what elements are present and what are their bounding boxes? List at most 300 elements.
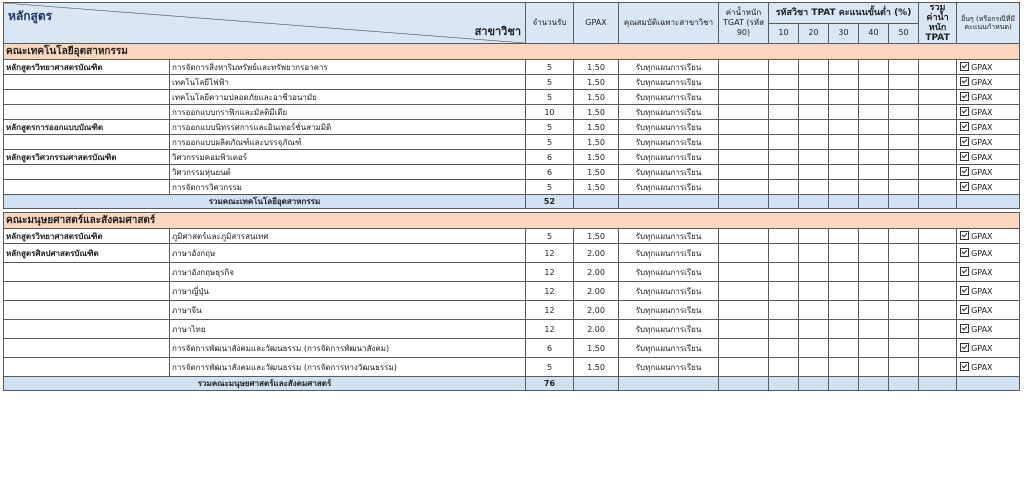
qualification-cell: รับทุกแผนการเรียน bbox=[619, 75, 719, 90]
empty-cell bbox=[859, 150, 889, 165]
empty-cell bbox=[859, 120, 889, 135]
admission-table bbox=[3, 2, 1020, 391]
other-label: GPAX bbox=[971, 249, 993, 258]
empty-cell bbox=[769, 244, 799, 263]
empty-cell bbox=[859, 320, 889, 339]
header-program-major bbox=[4, 3, 526, 44]
program-cell bbox=[4, 263, 170, 282]
empty-cell bbox=[719, 244, 769, 263]
header-tpat-code: 50 bbox=[889, 23, 919, 44]
program-cell bbox=[4, 135, 170, 150]
gpax-cell: 1.50 bbox=[574, 150, 619, 165]
major-cell: ภาษาไทย bbox=[170, 320, 526, 339]
empty-cell bbox=[919, 195, 957, 209]
program-cell: หลักสูตรวิทยาศาสตรบัณฑิต bbox=[4, 229, 170, 244]
other-cell bbox=[957, 75, 1020, 90]
empty-cell bbox=[829, 75, 859, 90]
gpax-cell: 1.50 bbox=[574, 135, 619, 150]
empty-cell bbox=[919, 90, 957, 105]
empty-cell bbox=[719, 120, 769, 135]
qualification-cell: รับทุกแผนการเรียน bbox=[619, 229, 719, 244]
table-row bbox=[4, 135, 1020, 150]
empty-cell bbox=[799, 195, 829, 209]
program-cell bbox=[4, 301, 170, 320]
empty-cell bbox=[769, 339, 799, 358]
gpax-cell: 1.50 bbox=[574, 75, 619, 90]
empty-cell bbox=[889, 358, 919, 377]
table-row bbox=[4, 339, 1020, 358]
empty-cell bbox=[919, 229, 957, 244]
qualification-cell: รับทุกแผนการเรียน bbox=[619, 180, 719, 195]
other-cell bbox=[957, 165, 1020, 180]
empty-cell bbox=[919, 301, 957, 320]
empty-cell bbox=[919, 339, 957, 358]
checkbox-checked-icon bbox=[960, 152, 969, 161]
empty-cell bbox=[829, 320, 859, 339]
program-cell: หลักสูตรวิศวกรรมศาสตรบัณฑิต bbox=[4, 150, 170, 165]
empty-cell bbox=[919, 60, 957, 75]
empty-cell bbox=[719, 180, 769, 195]
program-cell bbox=[4, 358, 170, 377]
header-tgat-weight: ค่าน้ำหนัก TGAT (รหัส 90) bbox=[719, 3, 769, 44]
empty-cell bbox=[889, 339, 919, 358]
seats-cell: 5 bbox=[526, 135, 574, 150]
gpax-cell: 2.00 bbox=[574, 263, 619, 282]
empty-cell bbox=[829, 282, 859, 301]
seats-cell: 6 bbox=[526, 150, 574, 165]
empty-cell bbox=[859, 180, 889, 195]
empty-cell bbox=[719, 320, 769, 339]
empty-cell bbox=[859, 75, 889, 90]
qualification-cell: รับทุกแผนการเรียน bbox=[619, 339, 719, 358]
empty-cell bbox=[799, 165, 829, 180]
faculty-row bbox=[4, 213, 1020, 229]
qualification-cell: รับทุกแผนการเรียน bbox=[619, 358, 719, 377]
empty-cell bbox=[799, 180, 829, 195]
header-major: สาขาวิชา bbox=[474, 25, 521, 38]
seats-cell: 12 bbox=[526, 244, 574, 263]
empty-cell bbox=[719, 301, 769, 320]
empty-cell bbox=[769, 195, 799, 209]
program-cell: หลักสูตรการออกแบบบัณฑิต bbox=[4, 120, 170, 135]
other-cell bbox=[957, 301, 1020, 320]
empty-cell bbox=[829, 180, 859, 195]
seats-cell: 6 bbox=[526, 339, 574, 358]
header-tpat-code: 40 bbox=[859, 23, 889, 44]
empty-cell bbox=[889, 301, 919, 320]
checkbox-checked-icon bbox=[960, 92, 969, 101]
empty-cell bbox=[769, 320, 799, 339]
empty-cell bbox=[859, 60, 889, 75]
empty-cell bbox=[957, 377, 1020, 391]
empty-cell bbox=[829, 135, 859, 150]
other-cell bbox=[957, 90, 1020, 105]
seats-cell: 12 bbox=[526, 301, 574, 320]
empty-cell bbox=[859, 339, 889, 358]
admission-table-sheet bbox=[3, 2, 1020, 391]
empty-cell bbox=[769, 165, 799, 180]
other-label: GPAX bbox=[971, 325, 993, 334]
other-cell bbox=[957, 282, 1020, 301]
gpax-cell: 1.50 bbox=[574, 165, 619, 180]
gpax-cell: 1.50 bbox=[574, 229, 619, 244]
empty-cell bbox=[619, 377, 719, 391]
empty-cell bbox=[799, 90, 829, 105]
major-cell: การจัดการวิศวกรรม bbox=[170, 180, 526, 195]
empty-cell bbox=[769, 358, 799, 377]
qualification-cell: รับทุกแผนการเรียน bbox=[619, 135, 719, 150]
program-cell bbox=[4, 339, 170, 358]
empty-cell bbox=[719, 150, 769, 165]
empty-cell bbox=[919, 165, 957, 180]
seats-cell: 5 bbox=[526, 180, 574, 195]
seats-cell: 10 bbox=[526, 105, 574, 120]
gpax-cell: 1.50 bbox=[574, 120, 619, 135]
other-label: GPAX bbox=[971, 93, 993, 102]
empty-cell bbox=[719, 165, 769, 180]
qualification-cell: รับทุกแผนการเรียน bbox=[619, 263, 719, 282]
empty-cell bbox=[719, 229, 769, 244]
program-cell: หลักสูตรวิทยาศาสตรบัณฑิต bbox=[4, 60, 170, 75]
empty-cell bbox=[799, 244, 829, 263]
empty-cell bbox=[829, 229, 859, 244]
empty-cell bbox=[889, 120, 919, 135]
other-cell bbox=[957, 60, 1020, 75]
seats-cell: 12 bbox=[526, 263, 574, 282]
empty-cell bbox=[719, 377, 769, 391]
other-cell bbox=[957, 244, 1020, 263]
other-cell bbox=[957, 150, 1020, 165]
other-label: GPAX bbox=[971, 63, 993, 72]
other-label: GPAX bbox=[971, 153, 993, 162]
empty-cell bbox=[859, 229, 889, 244]
empty-cell bbox=[769, 263, 799, 282]
program-cell bbox=[4, 75, 170, 90]
major-cell: การจัดการพัฒนาสังคมและวัฒนธรรม (การจัดการพัฒนาสังคม) bbox=[170, 339, 526, 358]
empty-cell bbox=[829, 244, 859, 263]
empty-cell bbox=[719, 263, 769, 282]
empty-cell bbox=[829, 90, 859, 105]
empty-cell bbox=[859, 165, 889, 180]
gpax-cell: 1.50 bbox=[574, 339, 619, 358]
other-cell bbox=[957, 120, 1020, 135]
empty-cell bbox=[769, 282, 799, 301]
gpax-cell: 1.50 bbox=[574, 105, 619, 120]
seats-cell: 5 bbox=[526, 229, 574, 244]
faculty-name: คณะเทคโนโลยีอุตสาหกรรม bbox=[4, 44, 1020, 60]
empty-cell bbox=[919, 263, 957, 282]
other-label: GPAX bbox=[971, 123, 993, 132]
empty-cell bbox=[619, 195, 719, 209]
empty-cell bbox=[829, 150, 859, 165]
empty-cell bbox=[799, 282, 829, 301]
empty-cell bbox=[719, 60, 769, 75]
checkbox-checked-icon bbox=[960, 343, 969, 352]
major-cell: การจัดการพัฒนาสังคมและวัฒนธรรม (การจัดการทางวัฒนธรรม) bbox=[170, 358, 526, 377]
gpax-cell: 2.00 bbox=[574, 282, 619, 301]
other-label: GPAX bbox=[971, 363, 993, 372]
seats-cell: 5 bbox=[526, 120, 574, 135]
other-cell bbox=[957, 180, 1020, 195]
empty-cell bbox=[829, 339, 859, 358]
empty-cell bbox=[829, 165, 859, 180]
checkbox-checked-icon bbox=[960, 107, 969, 116]
qualification-cell: รับทุกแผนการเรียน bbox=[619, 150, 719, 165]
empty-cell bbox=[919, 75, 957, 90]
empty-cell bbox=[859, 195, 889, 209]
empty-cell bbox=[769, 180, 799, 195]
major-cell: วิศวกรรมคอมพิวเตอร์ bbox=[170, 150, 526, 165]
empty-cell bbox=[889, 90, 919, 105]
empty-cell bbox=[919, 358, 957, 377]
empty-cell bbox=[769, 105, 799, 120]
empty-cell bbox=[889, 105, 919, 120]
program-cell bbox=[4, 180, 170, 195]
other-cell bbox=[957, 105, 1020, 120]
other-label: GPAX bbox=[971, 108, 993, 117]
table-row bbox=[4, 320, 1020, 339]
empty-cell bbox=[889, 180, 919, 195]
seats-cell: 5 bbox=[526, 358, 574, 377]
empty-cell bbox=[859, 244, 889, 263]
major-cell: ภาษาญี่ปุ่น bbox=[170, 282, 526, 301]
empty-cell bbox=[829, 263, 859, 282]
empty-cell bbox=[829, 377, 859, 391]
empty-cell bbox=[889, 320, 919, 339]
header-tpat-code: 20 bbox=[799, 23, 829, 44]
seats-cell: 6 bbox=[526, 165, 574, 180]
empty-cell bbox=[799, 358, 829, 377]
empty-cell bbox=[889, 282, 919, 301]
checkbox-checked-icon bbox=[960, 362, 969, 371]
empty-cell bbox=[799, 339, 829, 358]
major-cell: วิศวกรรมหุ่นยนต์ bbox=[170, 165, 526, 180]
table-row bbox=[4, 165, 1020, 180]
empty-cell bbox=[859, 377, 889, 391]
qualification-cell: รับทุกแผนการเรียน bbox=[619, 282, 719, 301]
total-seats: 52 bbox=[526, 195, 574, 209]
empty-cell bbox=[889, 244, 919, 263]
total-label: รวมคณะมนุษยศาสตร์และสังคมศาสตร์ bbox=[4, 377, 526, 391]
empty-cell bbox=[889, 150, 919, 165]
gpax-cell: 2.00 bbox=[574, 301, 619, 320]
checkbox-checked-icon bbox=[960, 122, 969, 131]
empty-cell bbox=[769, 60, 799, 75]
table-body bbox=[4, 44, 1020, 391]
major-cell: ภาษาอังกฤษ bbox=[170, 244, 526, 263]
faculty-name: คณะมนุษยศาสตร์และสังคมศาสตร์ bbox=[4, 213, 1020, 229]
table-row bbox=[4, 120, 1020, 135]
major-cell: การออกแบบกราฟิกและมัลติมีเดีย bbox=[170, 105, 526, 120]
checkbox-checked-icon bbox=[960, 182, 969, 191]
program-cell bbox=[4, 90, 170, 105]
other-cell bbox=[957, 263, 1020, 282]
empty-cell bbox=[769, 90, 799, 105]
empty-cell bbox=[799, 120, 829, 135]
empty-cell bbox=[919, 120, 957, 135]
empty-cell bbox=[799, 301, 829, 320]
empty-cell bbox=[889, 165, 919, 180]
empty-cell bbox=[859, 301, 889, 320]
empty-cell bbox=[859, 263, 889, 282]
other-label: GPAX bbox=[971, 232, 993, 241]
empty-cell bbox=[769, 377, 799, 391]
header-tpat-code: 30 bbox=[829, 23, 859, 44]
program-cell bbox=[4, 105, 170, 120]
empty-cell bbox=[919, 320, 957, 339]
seats-cell: 5 bbox=[526, 60, 574, 75]
faculty-row bbox=[4, 44, 1020, 60]
program-cell bbox=[4, 282, 170, 301]
other-label: GPAX bbox=[971, 306, 993, 315]
empty-cell bbox=[889, 195, 919, 209]
faculty-total-row bbox=[4, 377, 1020, 391]
checkbox-checked-icon bbox=[960, 231, 969, 240]
header-other: อื่นๆ (หรือกรณีที่มีคะแนนกำหนด) bbox=[957, 3, 1020, 44]
empty-cell bbox=[859, 90, 889, 105]
empty-cell bbox=[919, 244, 957, 263]
empty-cell bbox=[889, 60, 919, 75]
empty-cell bbox=[919, 377, 957, 391]
gpax-cell: 1.50 bbox=[574, 180, 619, 195]
checkbox-checked-icon bbox=[960, 137, 969, 146]
gpax-cell: 1.50 bbox=[574, 60, 619, 75]
table-row bbox=[4, 60, 1020, 75]
header-tpat-group: รหัสวิชา TPAT คะแนนขั้นต่ำ (%) bbox=[769, 3, 919, 24]
empty-cell bbox=[919, 180, 957, 195]
other-label: GPAX bbox=[971, 183, 993, 192]
qualification-cell: รับทุกแผนการเรียน bbox=[619, 301, 719, 320]
gpax-cell: 1.50 bbox=[574, 90, 619, 105]
checkbox-checked-icon bbox=[960, 77, 969, 86]
empty-cell bbox=[829, 195, 859, 209]
checkbox-checked-icon bbox=[960, 62, 969, 71]
empty-cell bbox=[574, 195, 619, 209]
empty-cell bbox=[719, 105, 769, 120]
header-program: หลักสูตร bbox=[8, 9, 53, 23]
gpax-cell: 2.00 bbox=[574, 320, 619, 339]
empty-cell bbox=[719, 358, 769, 377]
empty-cell bbox=[799, 135, 829, 150]
seats-cell: 5 bbox=[526, 90, 574, 105]
empty-cell bbox=[829, 301, 859, 320]
empty-cell bbox=[799, 320, 829, 339]
empty-cell bbox=[719, 135, 769, 150]
seats-cell: 12 bbox=[526, 282, 574, 301]
header-tpat-code: 10 bbox=[769, 23, 799, 44]
program-cell bbox=[4, 320, 170, 339]
empty-cell bbox=[829, 120, 859, 135]
qualification-cell: รับทุกแผนการเรียน bbox=[619, 165, 719, 180]
qualification-cell: รับทุกแผนการเรียน bbox=[619, 120, 719, 135]
checkbox-checked-icon bbox=[960, 267, 969, 276]
major-cell: ภูมิศาสตร์และภูมิสารสนเทศ bbox=[170, 229, 526, 244]
header-total-weight: รวมค่าน้ำหนัก TPAT bbox=[919, 3, 957, 44]
checkbox-checked-icon bbox=[960, 286, 969, 295]
table-row bbox=[4, 301, 1020, 320]
other-cell bbox=[957, 358, 1020, 377]
empty-cell bbox=[919, 282, 957, 301]
gpax-cell: 1.50 bbox=[574, 358, 619, 377]
table-row bbox=[4, 180, 1020, 195]
total-seats: 76 bbox=[526, 377, 574, 391]
other-label: GPAX bbox=[971, 268, 993, 277]
empty-cell bbox=[799, 150, 829, 165]
table-row bbox=[4, 358, 1020, 377]
major-cell: เทคโนโลยีไฟฟ้า bbox=[170, 75, 526, 90]
qualification-cell: รับทุกแผนการเรียน bbox=[619, 60, 719, 75]
empty-cell bbox=[769, 150, 799, 165]
empty-cell bbox=[859, 358, 889, 377]
checkbox-checked-icon bbox=[960, 305, 969, 314]
table-row bbox=[4, 229, 1020, 244]
other-label: GPAX bbox=[971, 138, 993, 147]
empty-cell bbox=[719, 282, 769, 301]
major-cell: การออกแบบนิทรรศการและอินเทอร์ชั่นสามมิติ bbox=[170, 120, 526, 135]
qualification-cell: รับทุกแผนการเรียน bbox=[619, 90, 719, 105]
other-label: GPAX bbox=[971, 168, 993, 177]
table-row bbox=[4, 282, 1020, 301]
qualification-cell: รับทุกแผนการเรียน bbox=[619, 320, 719, 339]
faculty-total-row bbox=[4, 195, 1020, 209]
empty-cell bbox=[889, 135, 919, 150]
empty-cell bbox=[889, 229, 919, 244]
empty-cell bbox=[889, 377, 919, 391]
empty-cell bbox=[769, 120, 799, 135]
empty-cell bbox=[719, 75, 769, 90]
empty-cell bbox=[799, 263, 829, 282]
empty-cell bbox=[859, 135, 889, 150]
table-row bbox=[4, 90, 1020, 105]
empty-cell bbox=[829, 60, 859, 75]
checkbox-checked-icon bbox=[960, 167, 969, 176]
program-cell: หลักสูตรศิลปศาสตรบัณฑิต bbox=[4, 244, 170, 263]
qualification-cell: รับทุกแผนการเรียน bbox=[619, 244, 719, 263]
empty-cell bbox=[799, 75, 829, 90]
header-seats: จำนวนรับ bbox=[526, 3, 574, 44]
other-cell bbox=[957, 229, 1020, 244]
empty-cell bbox=[889, 263, 919, 282]
table-row bbox=[4, 105, 1020, 120]
empty-cell bbox=[799, 229, 829, 244]
program-cell bbox=[4, 165, 170, 180]
empty-cell bbox=[829, 105, 859, 120]
empty-cell bbox=[769, 301, 799, 320]
empty-cell bbox=[799, 377, 829, 391]
seats-cell: 12 bbox=[526, 320, 574, 339]
qualification-cell: รับทุกแผนการเรียน bbox=[619, 105, 719, 120]
header-qualification: คุณสมบัติเฉพาะสาขาวิชา bbox=[619, 3, 719, 44]
empty-cell bbox=[719, 339, 769, 358]
empty-cell bbox=[799, 60, 829, 75]
checkbox-checked-icon bbox=[960, 248, 969, 257]
gpax-cell: 2.00 bbox=[574, 244, 619, 263]
other-cell bbox=[957, 339, 1020, 358]
table-row bbox=[4, 244, 1020, 263]
table-row bbox=[4, 263, 1020, 282]
empty-cell bbox=[829, 358, 859, 377]
empty-cell bbox=[719, 195, 769, 209]
major-cell: ภาษาจีน bbox=[170, 301, 526, 320]
empty-cell bbox=[719, 90, 769, 105]
other-label: GPAX bbox=[971, 287, 993, 296]
empty-cell bbox=[859, 105, 889, 120]
major-cell: ภาษาอังกฤษธุรกิจ bbox=[170, 263, 526, 282]
empty-cell bbox=[919, 105, 957, 120]
empty-cell bbox=[859, 282, 889, 301]
header-gpax: GPAX bbox=[574, 3, 619, 44]
empty-cell bbox=[799, 105, 829, 120]
